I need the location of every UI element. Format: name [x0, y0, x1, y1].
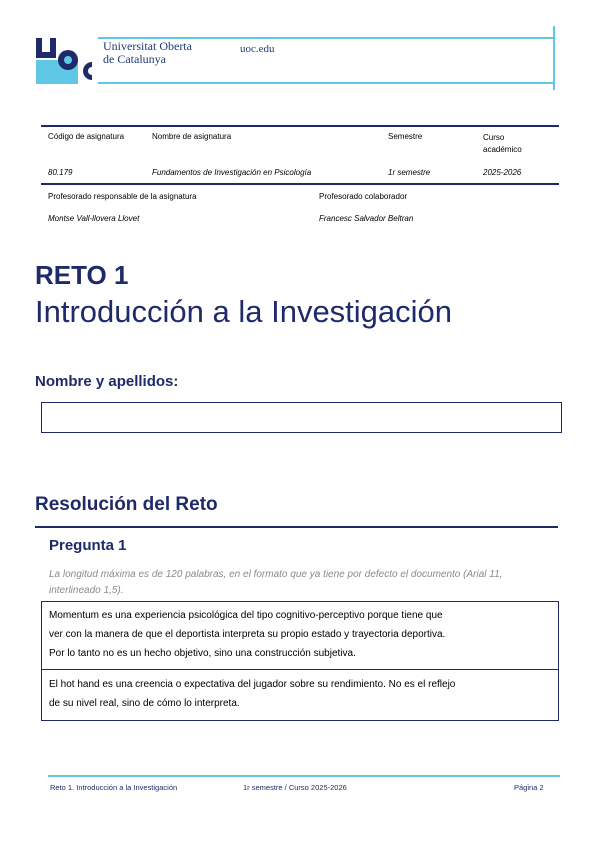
value-subject-name: Fundamentos de Investigación en Psicología — [152, 168, 312, 177]
value-semester: 1r semestre — [388, 168, 431, 177]
resolution-divider — [35, 526, 558, 528]
header-code: Código de asignatura — [48, 132, 125, 141]
resolution-heading: Resolución del Reto — [35, 494, 218, 515]
footer-center: 1r semestre / Curso 2025-2026 — [243, 783, 347, 792]
answer-line: El hot hand es una creencia o expectativa del jugador sobre su rendimiento. No es el reflejo — [49, 679, 456, 690]
value-course: 2025-2026 — [483, 168, 522, 177]
header-course-line-1: Curso — [483, 133, 505, 142]
question-instructions — [49, 567, 559, 599]
answer-line: de su nivel real, sino de cómo lo interpreta. — [49, 698, 240, 709]
table-top-border — [41, 125, 559, 127]
university-name — [103, 40, 192, 66]
uoc-logo — [36, 38, 98, 84]
header-course-line-2: académico — [483, 145, 522, 154]
value-collaborator: Francesc Salvador Beltran — [319, 214, 414, 223]
value-responsible: Montse Vall-llovera Llovet — [48, 214, 140, 223]
instructions-line-1: La longitud máxima es de 120 palabras, en el formato que ya tiene por defecto el documento (Arial 11, — [49, 569, 503, 580]
header-line-bottom — [98, 82, 554, 84]
instructions-line-2: interlineado 1,5). — [49, 585, 124, 596]
value-code: 80.179 — [48, 168, 73, 177]
university-line-2: de Catalunya — [103, 52, 166, 66]
header-responsible: Profesorado responsable de la asignatura — [48, 192, 197, 201]
university-url[interactable]: uoc.edu — [240, 43, 275, 55]
answer-paragraph-divider — [41, 669, 559, 670]
header-line-vertical — [553, 26, 555, 90]
name-field[interactable] — [41, 402, 562, 433]
name-label: Nombre y apellidos: — [35, 373, 179, 390]
table-middle-border — [41, 183, 559, 185]
header-line-top — [98, 37, 554, 39]
uoc-logo-mark — [36, 38, 98, 84]
university-line-1: Universitat Oberta — [103, 39, 192, 53]
footer-page-number: Página 2 — [514, 783, 544, 792]
footer-left: Reto 1. Introducción a la Investigación — [50, 783, 178, 792]
answer-line: Momentum es una experiencia psicológica del tipo cognitivo-perceptivo porque tiene que — [49, 610, 443, 621]
footer-line — [48, 775, 560, 777]
header-collaborator: Profesorado colaborador — [319, 192, 408, 201]
header-course — [483, 132, 522, 156]
question-heading: Pregunta 1 — [49, 537, 127, 554]
header-subject-name: Nombre de asignatura — [152, 132, 232, 141]
answer-line: ver con la manera de que el deportista interpreta su propio estado y trayectoria deportiva. — [49, 629, 446, 640]
reto-number: RETO 1 — [35, 260, 129, 290]
header-semester: Semestre — [388, 132, 423, 141]
answer-line: Por lo tanto no es un hecho objetivo, sino una construcción subjetiva. — [49, 648, 356, 659]
page-title: Introducción a la Investigación — [35, 294, 453, 329]
